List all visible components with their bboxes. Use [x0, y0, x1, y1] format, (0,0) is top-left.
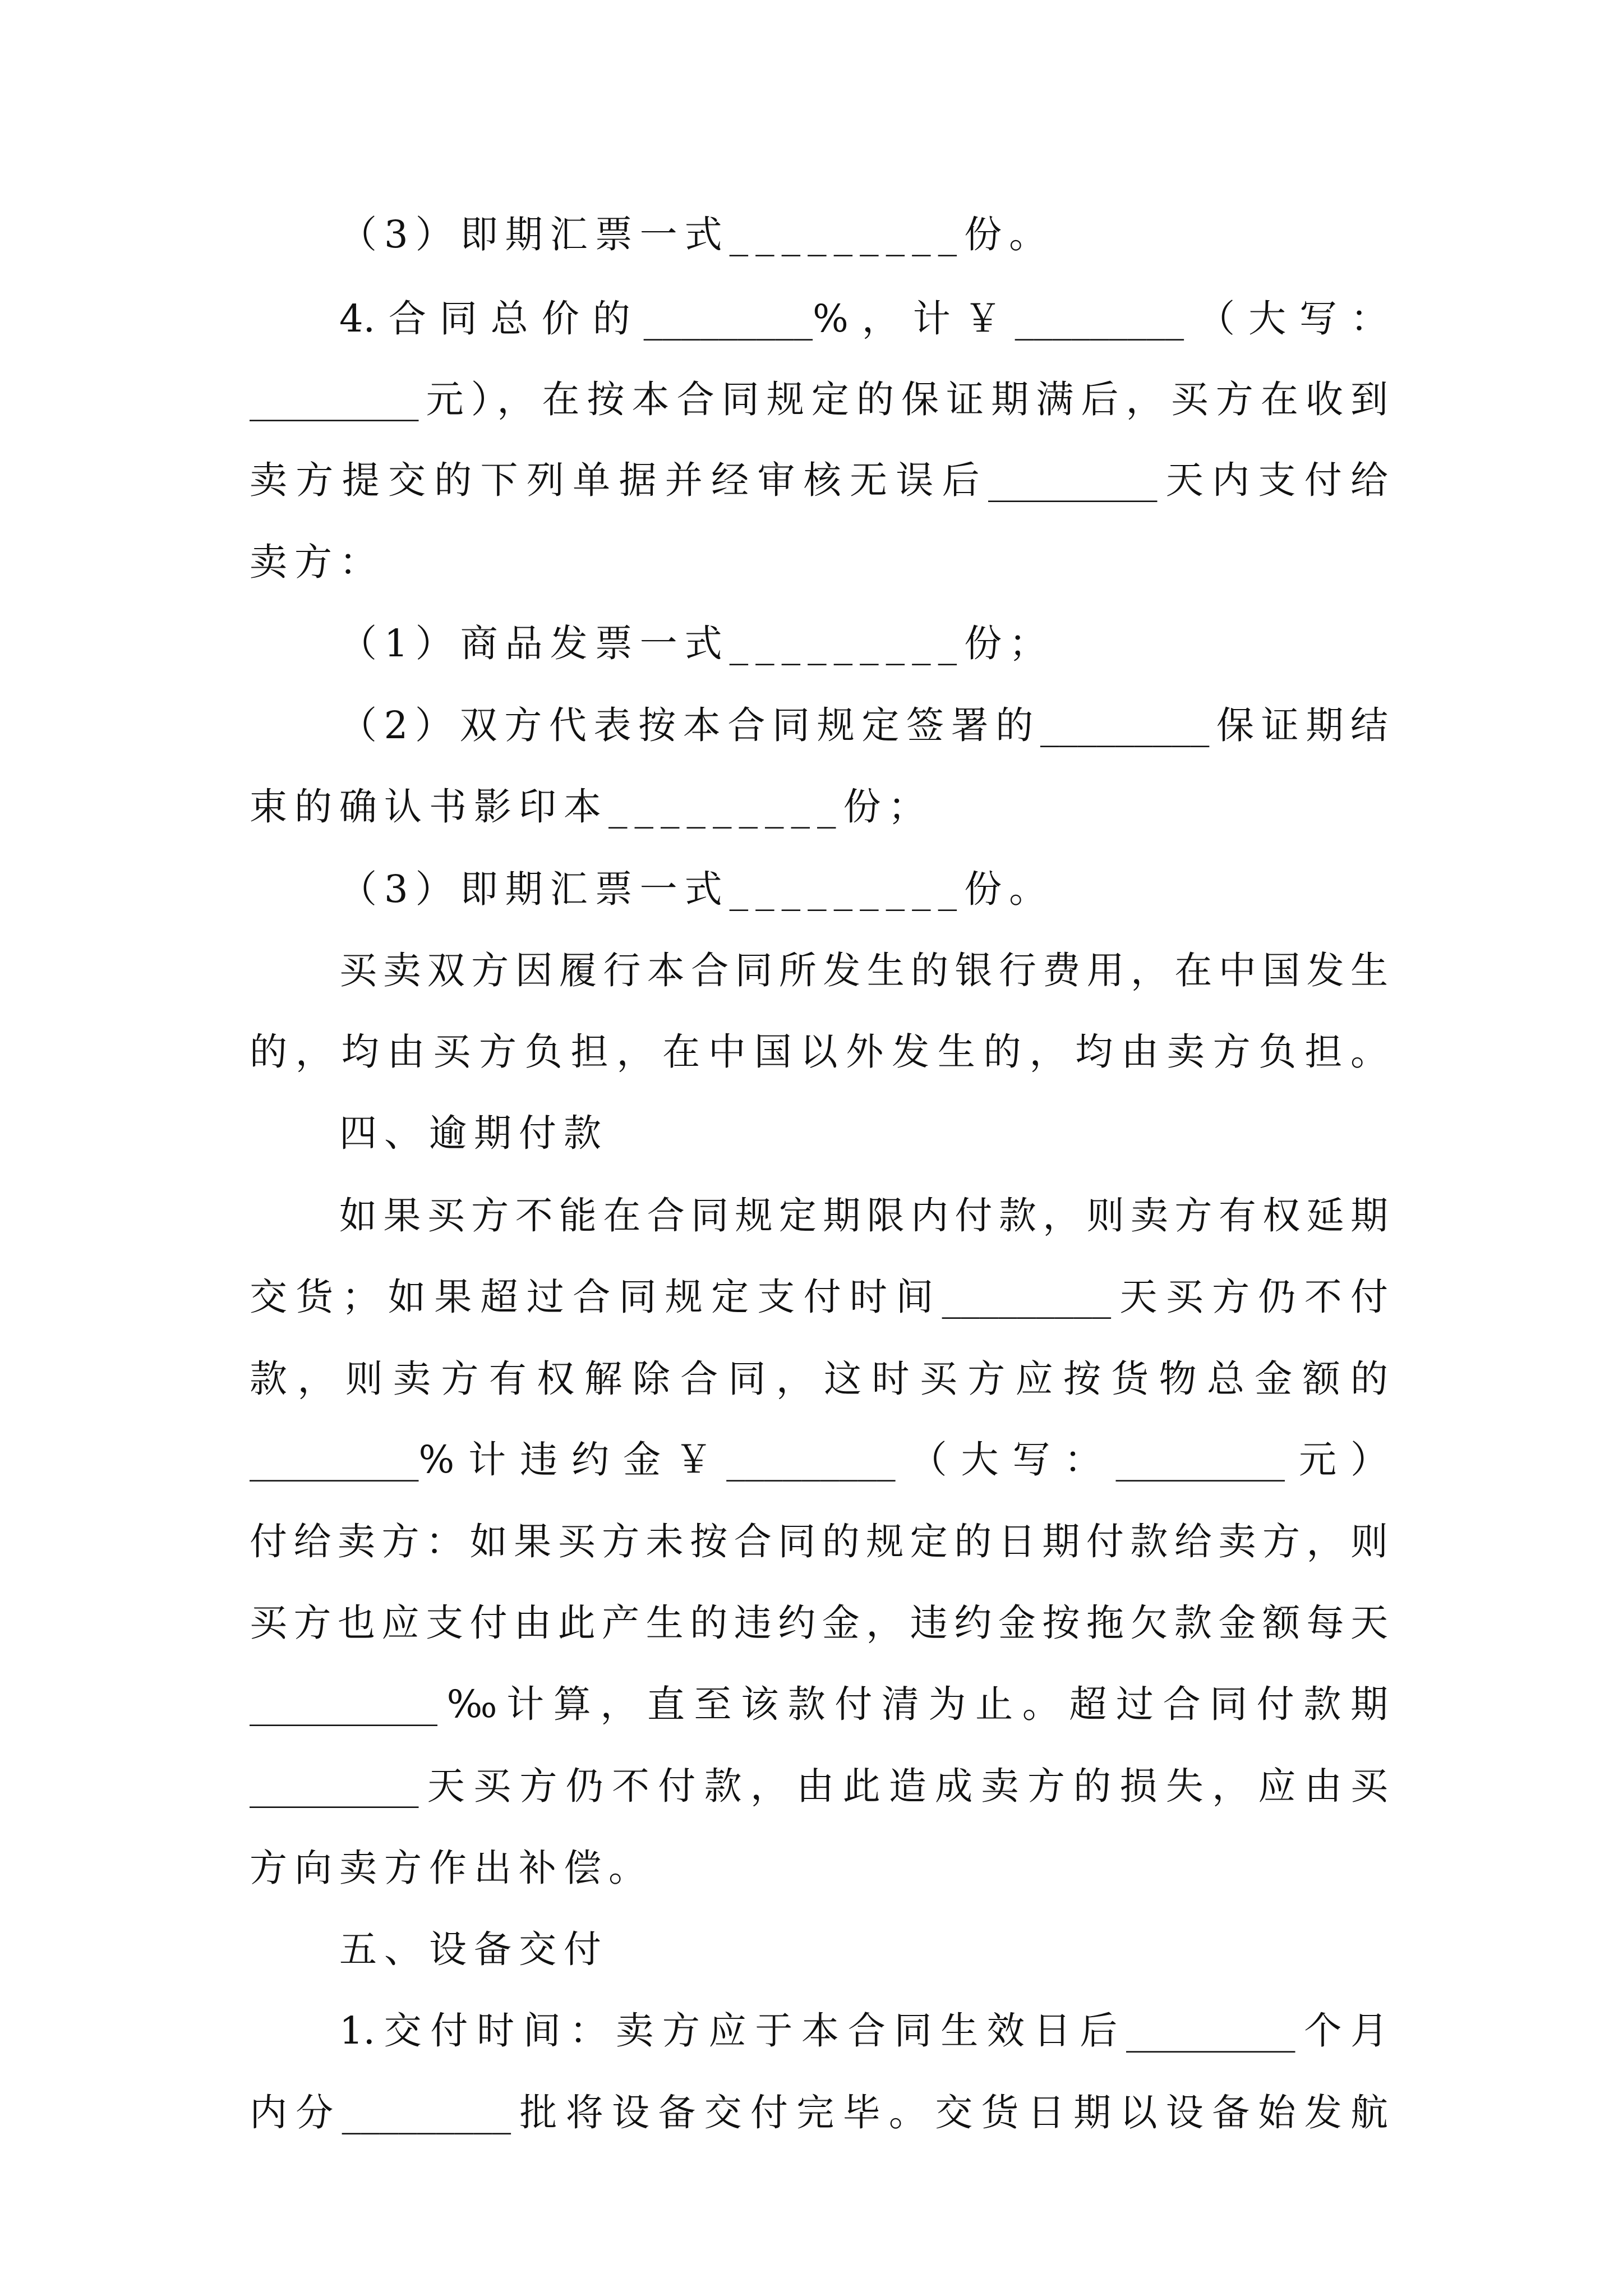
paragraph-line: _________元），在按本合同规定的保证期满后，买方在收到 — [250, 378, 1388, 421]
paragraph-line: 买方也应支付由此产生的违约金，违约金按拖欠款金额每天 — [250, 1601, 1388, 1645]
section-heading: 五、设备交付 — [339, 1927, 608, 1971]
paragraph-line: （2）双方代表按本合同规定签署的_________保证期结 — [339, 703, 1388, 747]
paragraph-line: 的，均由买方负担，在中国以外发生的，均由卖方负担。 — [250, 1030, 1388, 1074]
paragraph-line: 交货；如果超过合同规定支付时间_________天买方仍不付 — [250, 1275, 1388, 1319]
paragraph-line: _________%计违约金￥_________（大写：_________元） — [250, 1438, 1388, 1481]
paragraph-line: _________天买方仍不付款，由此造成卖方的损失，应由买 — [250, 1764, 1388, 1808]
paragraph-line: 买卖双方因履行本合同所发生的银行费用，在中国发生 — [339, 949, 1388, 992]
paragraph-line: 如果买方不能在合同规定期限内付款，则卖方有权延期 — [339, 1194, 1388, 1237]
paragraph-line: （3）即期汇票一式_________份。 — [339, 867, 1054, 911]
paragraph-line: 卖方提交的下列单据并经审核无误后_________天内支付给 — [250, 458, 1388, 502]
paragraph-line: 卖方： — [250, 540, 384, 584]
section-heading: 四、逾期付款 — [339, 1111, 608, 1155]
paragraph-line: 内分_________批将设备交付完毕。交货日期以设备始发航 — [250, 2091, 1388, 2134]
paragraph-line: 4.合同总价的_________%，计￥_________（大写： — [339, 297, 1388, 341]
paragraph-line: （1）商品发票一式_________份； — [339, 622, 1054, 665]
paragraph-line: __________‰计算，直至该款付清为止。超过合同付款期 — [250, 1682, 1388, 1726]
paragraph-line: （3）即期汇票一式_________份。 — [339, 213, 1054, 256]
paragraph-line: 1.交付时间：卖方应于本合同生效日后_________个月 — [339, 2009, 1388, 2053]
paragraph-line: 款，则卖方有权解除合同，这时买方应按货物总金额的 — [250, 1357, 1388, 1401]
paragraph-line: 方向卖方作出补偿。 — [250, 1846, 653, 1890]
paragraph-line: 付给卖方：如果买方未按合同的规定的日期付款给卖方，则 — [250, 1520, 1388, 1563]
paragraph-line: 束的确认书影印本_________份； — [250, 785, 933, 829]
